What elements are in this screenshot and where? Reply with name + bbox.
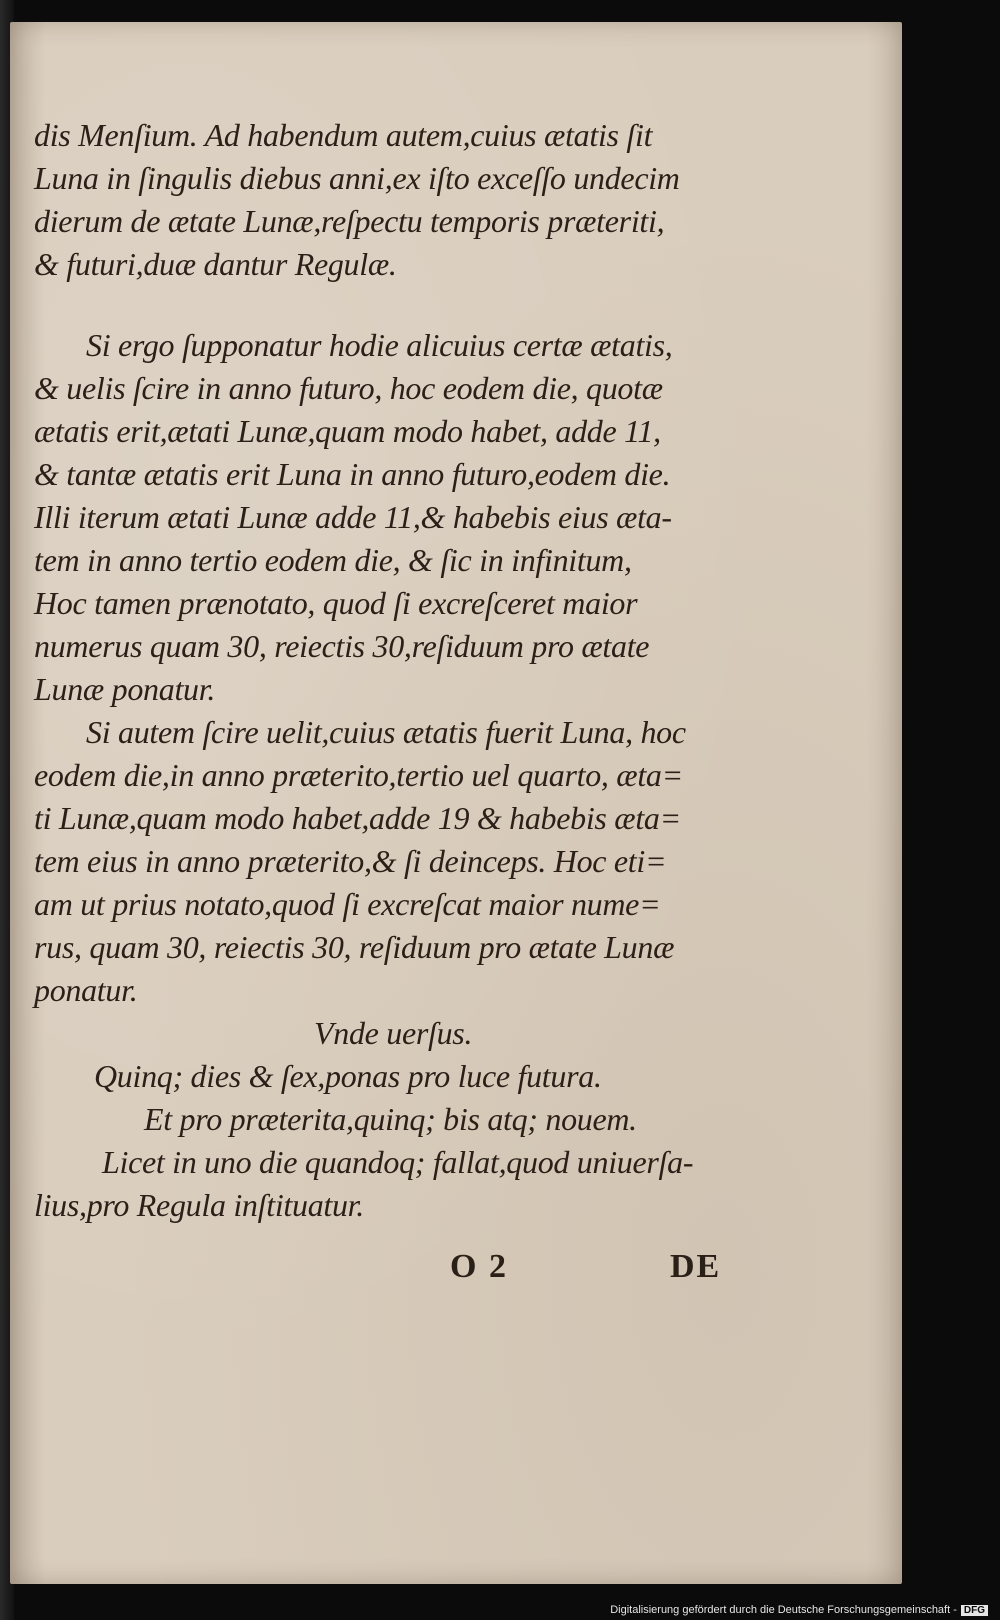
text-line: Luna in ſingulis diebus anni,ex iſto exceſſo undecim (34, 160, 680, 196)
page-text (34, 114, 734, 1227)
text-line: & uelis ſcire in anno futuro, hoc eodem die, quotæ (34, 370, 663, 406)
text-line: Si autem ſcire uelit,cuius ætatis fuerit Luna, hoc (86, 714, 686, 750)
text-line: dierum de ætate Lunæ,reſpectu temporis præteriti, (34, 203, 665, 239)
dfg-logo: DFG (961, 1605, 988, 1616)
verse-line: Et pro præterita,quinq; bis atq; nouem. (144, 1101, 637, 1137)
footer-text: Digitalisierung gefördert durch die Deutsche Forschungsgemeinschaft - (610, 1604, 957, 1616)
verse-line: Quinq; dies & ſex,ponas pro luce futura. (94, 1058, 602, 1094)
text-line: Si ergo ſupponatur hodie alicuius certæ ætatis, (86, 327, 673, 363)
verse-heading: Vnde uerſus. (314, 1015, 473, 1051)
text-line: & futuri,duæ dantur Regulæ. (34, 246, 397, 282)
text-line: numerus quam 30, reiectis 30,reſiduum pro ætate (34, 628, 650, 664)
text-line: Hoc tamen prænotato, quod ſi excreſceret maior (34, 585, 638, 621)
text-line: tem in anno tertio eodem die, & ſic in infinitum, (34, 542, 632, 578)
book-page (10, 22, 902, 1584)
text-line: & tantæ ætatis erit Luna in anno futuro,eodem die. (34, 456, 671, 492)
digitization-footer (610, 1604, 988, 1616)
text-line: am ut prius notato,quod ſi excreſcat maior nume= (34, 886, 661, 922)
text-line: Licet in uno die quandoq; fallat,quod uniuerſa- (102, 1144, 694, 1180)
text-line: lius,pro Regula inſtituatur. (34, 1187, 364, 1223)
text-line: eodem die,in anno præterito,tertio uel quarto, æta= (34, 757, 683, 793)
text-line: dis Menſium. Ad habendum autem,cuius ætatis ſit (34, 117, 653, 153)
catchword: DE (670, 1248, 722, 1285)
text-line: Lunæ ponatur. (34, 671, 216, 707)
text-line: ti Lunæ,quam modo habet,adde 19 & habebis æta= (34, 800, 681, 836)
text-line: rus, quam 30, reiectis 30, reſiduum pro ætate Lunæ (34, 929, 675, 965)
text-line: ætatis erit,ætati Lunæ,quam modo habet, adde 11, (34, 413, 661, 449)
paragraph-gap (34, 286, 734, 324)
signature-mark: O 2 (450, 1248, 508, 1285)
text-line: tem eius in anno præterito,& ſi deinceps. Hoc eti= (34, 843, 667, 879)
text-line: ponatur. (34, 972, 138, 1008)
text-line: Illi iterum ætati Lunæ adde 11,& habebis eius æta- (34, 499, 672, 535)
